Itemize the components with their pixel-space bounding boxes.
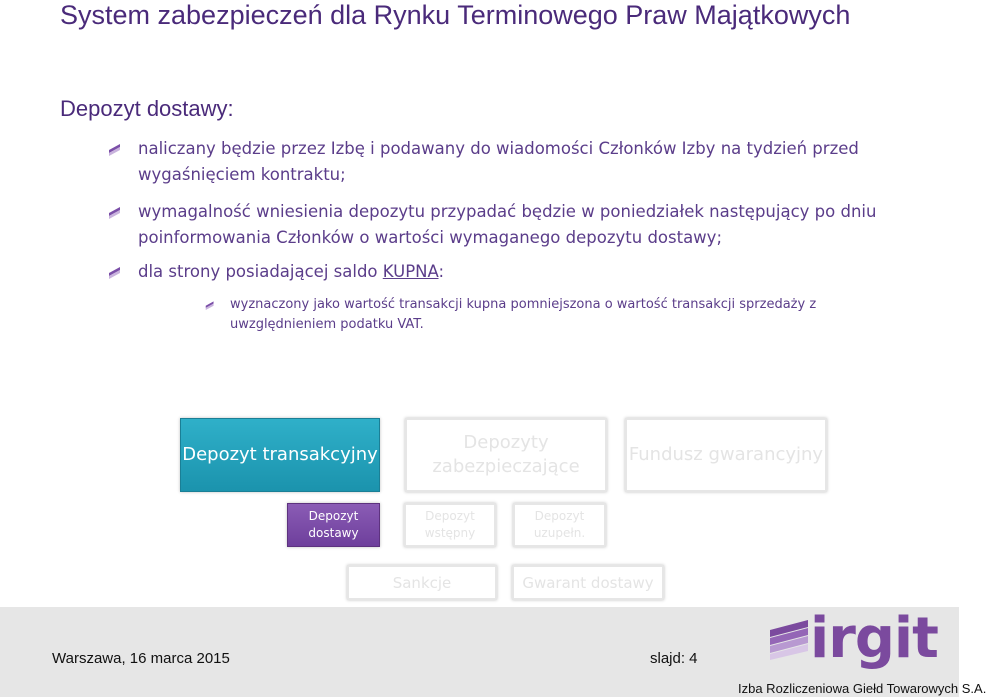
footer-date: Warszawa, 16 marca 2015 xyxy=(52,650,230,667)
depozyt-dostawy-box[interactable]: Depozyt dostawy xyxy=(287,503,380,547)
sub-bullet-text: wyznaczony jako wartość transakcji kupna pomniejszona o wartość transakcji sprzedaży z uwzględnieniem podatku VAT. xyxy=(230,297,817,332)
bullet-icon xyxy=(108,142,122,156)
gwarant-dostawy-box[interactable]: Gwarant dostawy xyxy=(512,565,664,600)
bullet-text-3 xyxy=(138,259,908,285)
bullet-3-prefix: dla strony posiadającej saldo xyxy=(138,262,383,281)
depozyt-transakcyjny-box[interactable]: Depozyt transakcyjny xyxy=(180,418,380,492)
depozyt-wstepny-box[interactable]: Depozyt wstępny xyxy=(404,503,496,547)
slide-title: System zabezpieczeń dla Rynku Terminowego Praw Majątkowych xyxy=(60,0,851,30)
depozyt-uzupelniajacy-box[interactable]: Depozyt uzupełn. xyxy=(513,503,606,547)
irgit-logo-icon xyxy=(768,618,812,660)
section-heading: Depozyt dostawy: xyxy=(60,96,234,121)
kupna-link[interactable]: KUPNA xyxy=(382,262,439,281)
fundusz-gwarancyjny-box[interactable]: Fundusz gwarancyjny xyxy=(625,418,827,492)
bullet-icon xyxy=(108,205,122,219)
sub-bullet-icon xyxy=(205,300,215,310)
company-name: Izba Rozliczeniowa Giełd Towarowych S.A. xyxy=(738,681,986,696)
bullet-3-suffix: : xyxy=(438,262,445,281)
sankcje-box[interactable]: Sankcje xyxy=(347,565,497,600)
depozyty-zabezpieczajace-box[interactable]: Depozyty zabezpieczające xyxy=(405,418,607,492)
slide-number: slajd: 4 xyxy=(650,650,698,667)
bullet-text-2: wymagalność wniesienia depozytu przypadać będzie w poniedziałek następujący po dniu poinformowania Członków o wartości wymaganego depozytu dostawy; xyxy=(138,202,877,247)
irgit-logo: irgit xyxy=(810,606,938,671)
bullet-text-1: naliczany będzie przez Izbę i podawany do wiadomości Członków Izby na tydzień przed wygaśnięciem kontraktu; xyxy=(138,139,859,184)
bullet-icon xyxy=(108,265,122,279)
